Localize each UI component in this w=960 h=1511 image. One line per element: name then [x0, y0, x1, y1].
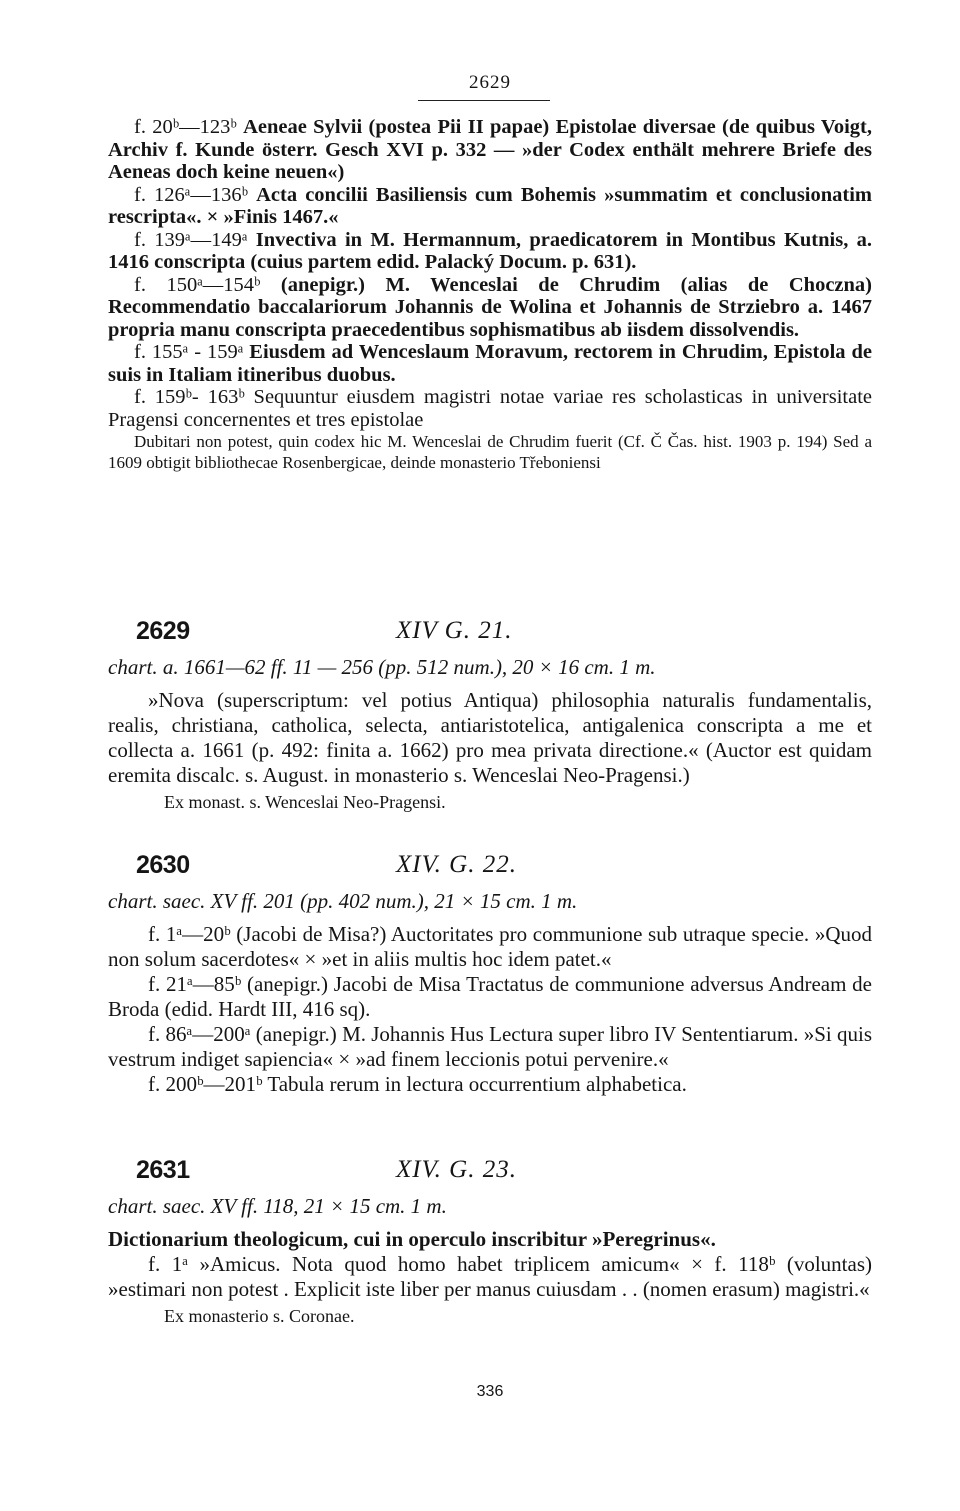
entry	[108, 386, 872, 431]
continued-record	[108, 116, 872, 473]
catalogue-record-2629	[108, 617, 872, 814]
record-header	[108, 851, 872, 889]
record-title: Dictionarium theologicum, cui in operculo inscribitur »Peregrinus«.	[108, 1227, 716, 1251]
folio-ref: f. 20ᵇ—123ᵇ	[134, 116, 237, 138]
record-number: 2631	[136, 1156, 190, 1184]
page-number: 336	[476, 1383, 504, 1400]
folio-ref: f. 139ᵃ—149ᵃ	[134, 228, 248, 251]
entry-text: Sequuntur eiusdem magistri notae variae res scholasticas in universitate Pragensi concernentes et tres epistolae	[108, 386, 872, 431]
folio-ref: f. 150ᵃ—154ᵇ	[134, 273, 261, 296]
record-number: 2630	[136, 851, 190, 879]
record-number: 2629	[136, 617, 190, 645]
entry	[108, 184, 872, 229]
entry	[108, 116, 872, 184]
catalogue-record-2630	[108, 851, 872, 1097]
entry-text: Aeneae Sylvii (postea Pii II papae) Epistolae diversae (de quibus Voigt, Archiv f. Kunde österr. Gesch XVI p. 332 — »der Codex enthält mehrere Briefe des Aeneas doch keine neuen«)	[108, 116, 872, 183]
shelf-signature: XIV. G. 22.	[396, 851, 517, 878]
physical-description: chart. saec. XV ff. 118, 21 × 15 cm. 1 m.	[108, 1194, 447, 1218]
physical-description: chart. saec. XV ff. 201 (pp. 402 num.), 21 × 15 cm. 1 m.	[108, 889, 578, 913]
running-head: 2629	[469, 72, 511, 93]
physical-description: chart. a. 1661—62 ff. 11 — 256 (pp. 512 num.), 20 × 16 cm. 1 m.	[108, 655, 656, 679]
folio-ref: f. 159ᵇ- 163ᵇ	[134, 386, 245, 408]
record-paragraph: f. 1ᵃ »Amicus. Nota quod homo habet triplicem amicum« × f. 118ᵇ (voluntas) »estimari non potest . Explicit iste liber per manus cuiusdam . . (nomen erasum) magistri.«	[108, 1252, 872, 1301]
entry-text: (anepigr.) M. Wenceslai de Chrudim (alias de Choczna) Recommendatio baccalariorum Johannis de Wolina et Johannis de Strziebro a. 1467 propria manu conscripta praecedentibus sophismatibus ab iisdem dissolvendis.	[108, 273, 872, 341]
provenance: Ex monast. s. Wenceslai Neo-Pragensi.	[164, 792, 446, 812]
record-paragraph: »Nova (superscriptum: vel potius Antiqua) philosophia naturalis fundamentalis, realis, christiana, catholica, selecta, antiaristotelica, antigalenica conscripta a me et collecta a. 1661 (p. 492: finita a. 1662) pro mea privata directione.« (Auctor est quidam eremita discalc. s. August. in monasterio s. Wenceslai Neo-Pragensi.)	[108, 688, 872, 787]
entry	[108, 341, 872, 386]
codex-note: Dubitari non potest, quin codex hic M. Wenceslai de Chrudim fuerit (Cf. Č Čas. hist. 1903 p. 194) Sed a 1609 obtigit bibliothecae Rosenbergicae, deinde monasterio Třeboniensi	[108, 432, 872, 472]
catalogue-record-2631	[108, 1156, 872, 1328]
record-header	[108, 617, 872, 655]
folio-ref: f. 126ᵃ—136ᵇ	[134, 183, 249, 206]
shelf-signature: XIV G. 21.	[396, 617, 513, 644]
record-paragraph: f. 1ᵃ—20ᵇ (Jacobi de Misa?) Auctoritates pro communione sub utraque specie. »Quod non solum sacerdotes« × »et in aliis multis hoc idem patet.«	[108, 922, 872, 971]
entry	[108, 229, 872, 274]
folio-ref: f. 155ᵃ - 159ᵃ	[134, 341, 244, 363]
record-paragraph: f. 21ᵃ—85ᵇ (anepigr.) Jacobi de Misa Tractatus de communione adversus Andream de Broda (edid. Hardt III, 416 sq).	[108, 972, 872, 1021]
shelf-signature: XIV. G. 23.	[396, 1156, 517, 1183]
entry-text: Eiusdem ad Wenceslaum Moravum, rectorem in Chrudim, Epistola de suis in Italiam itineribus duobus.	[108, 341, 872, 386]
entry-text: Acta concilii Basiliensis cum Bohemis »summatim et conclusionatim rescripta«. × »Finis 1467.«	[108, 183, 873, 228]
entry	[108, 274, 872, 342]
head-rule	[418, 100, 550, 101]
record-paragraph: f. 86ᵃ—200ᵃ (anepigr.) M. Johannis Hus Lectura super libro IV Sententiarum. »Si quis vestrum indiget sapiencia« × »ad finem leccionis potui pervenire.«	[108, 1022, 872, 1071]
entry-text: Invectiva in M. Hermannum, praedicatorem in Montibus Kutnis, a. 1416 conscripta (cuius partem edid. Palacký Docum. p. 631).	[108, 228, 873, 273]
record-paragraph: f. 200ᵇ—201ᵇ Tabula rerum in lectura occurrentium alphabetica.	[148, 1072, 687, 1096]
provenance: Ex monasterio s. Coronae.	[164, 1306, 355, 1326]
record-header	[108, 1156, 872, 1194]
